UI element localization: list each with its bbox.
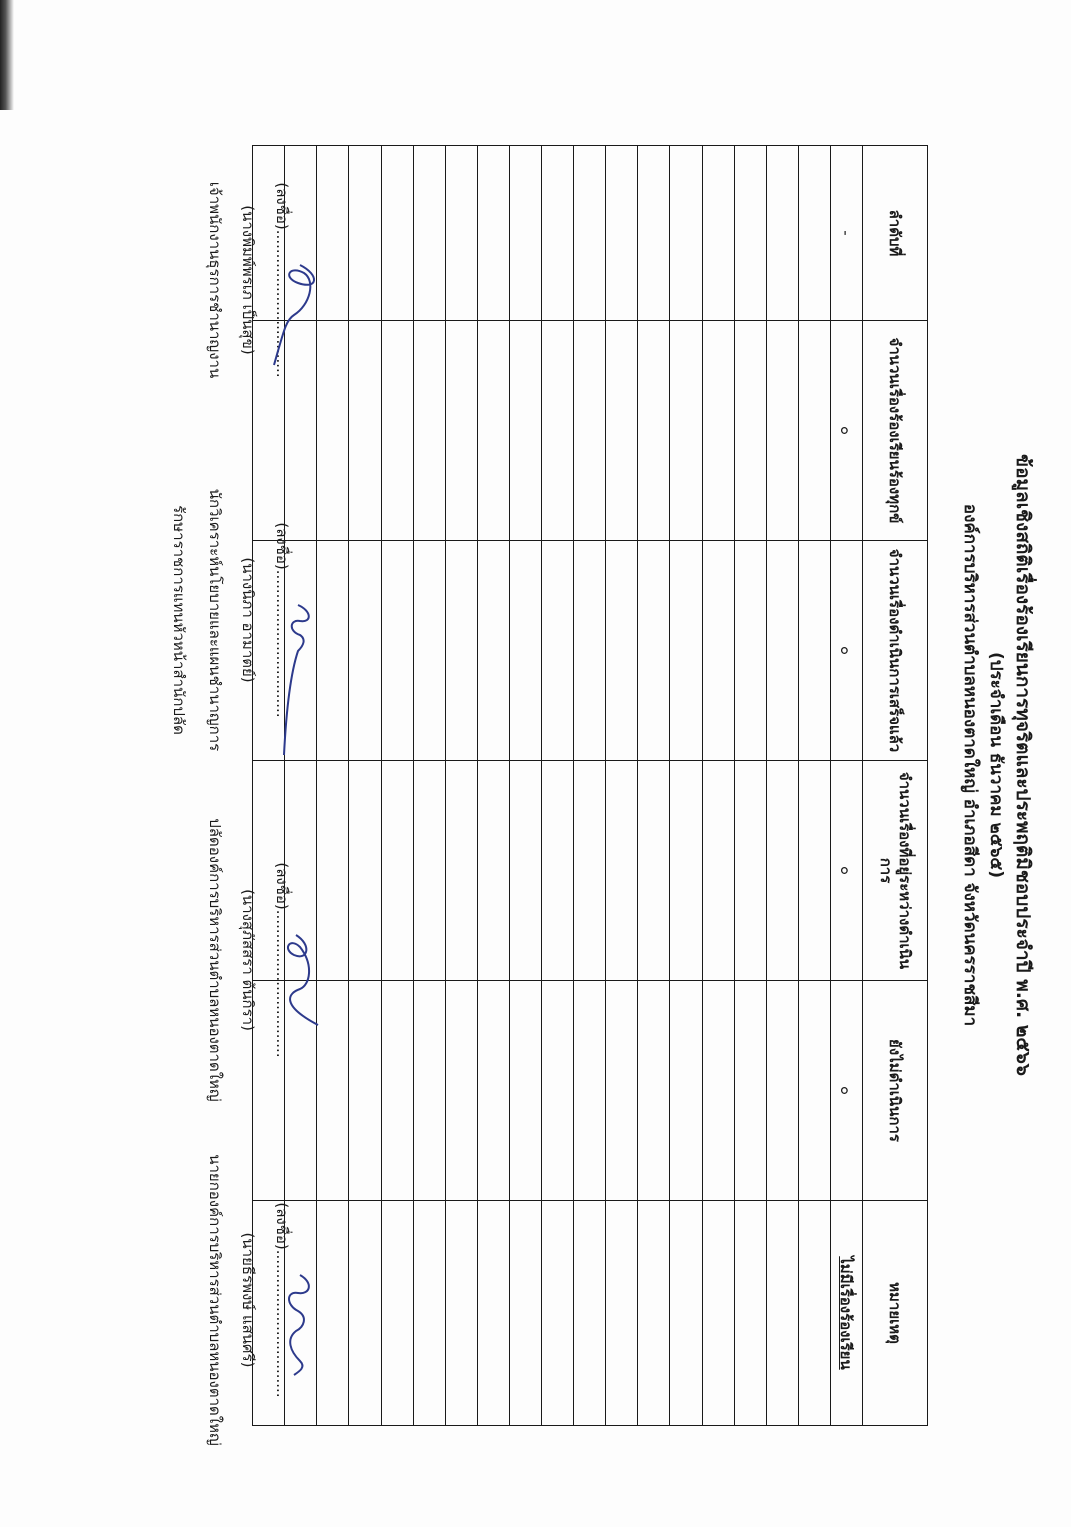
table-body	[253, 146, 863, 1426]
table-cell	[702, 761, 734, 981]
signer-name-4: (นายธีรพงษ์ แสนศรี)	[239, 1232, 257, 1368]
table-cell	[638, 981, 670, 1201]
table-cell	[477, 1201, 509, 1426]
table-cell	[509, 146, 541, 321]
table-cell	[702, 541, 734, 761]
table-cell: ไม่มีเรื่องร้องเรียน	[830, 1201, 862, 1426]
form-title: ข้อมูลเชิงสถิติเรื่องร้องเรียนการทุจริตและประพฤติมิชอบประจำปี พ.ศ. ๒๕๖๖	[1012, 454, 1034, 1076]
handwritten-signature-1	[270, 115, 330, 445]
table-cell	[766, 146, 798, 321]
table-cell	[670, 981, 702, 1201]
table-cell	[766, 981, 798, 1201]
table-cell	[413, 146, 445, 321]
handwritten-signature-2	[270, 455, 330, 785]
table-cell	[798, 981, 830, 1201]
table-cell	[766, 541, 798, 761]
table-cell	[413, 1201, 445, 1426]
table-cell	[670, 321, 702, 541]
table-cell	[381, 541, 413, 761]
table-cell	[638, 541, 670, 761]
table-cell	[381, 761, 413, 981]
table-cell	[734, 541, 766, 761]
table-row	[798, 146, 830, 1426]
complaint-statistics-table	[252, 145, 928, 1426]
table-row	[574, 146, 606, 1426]
table-cell	[477, 541, 509, 761]
table-cell	[413, 321, 445, 541]
handwritten-signature-3	[270, 795, 330, 1125]
table-cell	[798, 541, 830, 761]
table-row	[477, 146, 509, 1426]
table-cell	[574, 761, 606, 981]
table-row	[413, 146, 445, 1426]
table-cell	[445, 761, 477, 981]
table-cell: -	[830, 146, 862, 321]
table-cell	[702, 146, 734, 321]
signer-position-4: นายกองค์การบริหารส่วนตำบลหนองตาดใหญ่	[206, 1154, 224, 1446]
table-row	[542, 146, 574, 1426]
table-cell	[638, 761, 670, 981]
table-cell	[574, 1201, 606, 1426]
table-cell: ๐	[830, 761, 862, 981]
table-cell	[798, 1201, 830, 1426]
table-row	[734, 146, 766, 1426]
table-cell	[670, 146, 702, 321]
signer-name-3: (นางสุภัสสรา ต้นกิรา)	[239, 889, 257, 1031]
acting-note-block	[168, 455, 190, 785]
table-cell	[734, 981, 766, 1201]
signature-block	[54, 115, 294, 1475]
table-row	[702, 146, 734, 1426]
table-cell	[509, 321, 541, 541]
table-cell	[702, 981, 734, 1201]
form-subtitle: (ประจำเดือน ธันวาคม ๒๕๖๕)	[986, 651, 1006, 878]
signer-position-3: ปลัดองค์การบริหารส่วนตำบลหนองตาดใหญ่	[206, 818, 224, 1102]
table-cell	[542, 146, 574, 321]
table-cell	[734, 1201, 766, 1426]
table-cell	[574, 541, 606, 761]
table-row	[670, 146, 702, 1426]
table-cell	[349, 146, 381, 321]
table-cell	[349, 761, 381, 981]
table-cell	[542, 541, 574, 761]
table-row	[638, 146, 670, 1426]
table-cell	[413, 541, 445, 761]
table-cell	[445, 1201, 477, 1426]
table-cell	[574, 146, 606, 321]
rotated-form	[46, 35, 1056, 1495]
table-cell	[349, 321, 381, 541]
table-cell	[509, 981, 541, 1201]
table-cell	[381, 981, 413, 1201]
col-header-complaints: จำนวนเรื่องร้องเรียนร้องทุกข์	[863, 321, 928, 541]
table-cell	[413, 761, 445, 981]
table-cell	[606, 321, 638, 541]
table-cell	[606, 761, 638, 981]
table-cell: ๐	[830, 321, 862, 541]
signer-position-2: นักวิเคราะห์นโยบายและแผนชำนาญการ	[206, 488, 224, 752]
table-cell	[734, 321, 766, 541]
table-cell	[542, 321, 574, 541]
table-cell	[670, 1201, 702, 1426]
handwritten-signature-4	[270, 1135, 330, 1465]
table-cell	[381, 146, 413, 321]
table-row	[830, 146, 862, 1426]
table-cell	[798, 321, 830, 541]
table-cell	[670, 541, 702, 761]
col-header-remark: หมายเหตุ	[863, 1201, 928, 1426]
table-row	[445, 146, 477, 1426]
table-cell	[477, 761, 509, 981]
table-cell: ๐	[830, 541, 862, 761]
signature-1	[204, 115, 294, 445]
table-cell	[445, 321, 477, 541]
table-cell	[477, 981, 509, 1201]
table-cell	[638, 1201, 670, 1426]
table-cell	[542, 1201, 574, 1426]
col-header-completed: จำนวนเรื่องดำเนินการเสร็จแล้ว	[863, 541, 928, 761]
table-cell	[509, 761, 541, 981]
table-cell	[702, 321, 734, 541]
table-cell	[542, 981, 574, 1201]
signer-name-2: (นางนิภา อามาตย์)	[239, 557, 257, 683]
table-cell	[798, 146, 830, 321]
signature-4	[204, 1135, 294, 1465]
col-header-not-started: ยังไม่ดำเนินการ	[863, 981, 928, 1201]
col-header-no: ลำดับที่	[863, 146, 928, 321]
table-cell	[606, 146, 638, 321]
table-cell	[574, 321, 606, 541]
table-cell	[766, 1201, 798, 1426]
table-cell	[349, 541, 381, 761]
sign-line-2: (ลงชื่อ)...............................	[273, 522, 291, 718]
table-cell	[477, 146, 509, 321]
table-cell	[445, 541, 477, 761]
table-cell	[542, 761, 574, 981]
table-cell	[734, 146, 766, 321]
table-cell	[477, 321, 509, 541]
signer-position-1: เจ้าพนักงานธุรการชำนาญงาน	[206, 181, 224, 379]
sign-line-3: (ลงชื่อ)...............................	[273, 862, 291, 1058]
table-row	[509, 146, 541, 1426]
signature-3	[204, 795, 294, 1125]
organization-line: องค์การบริหารส่วนตำบลหนองตาดใหญ่ อำเภอสีดา จังหวัดนครราชสีมา	[960, 503, 980, 1027]
table-cell	[702, 1201, 734, 1426]
table-cell	[606, 1201, 638, 1426]
table-cell	[766, 761, 798, 981]
table-cell	[349, 981, 381, 1201]
acting-note: รักษาราชการแทนหัวหน้าสำนักปลัด	[170, 505, 188, 735]
table-cell	[734, 761, 766, 981]
table-cell	[445, 981, 477, 1201]
table-cell	[574, 981, 606, 1201]
table-cell: ๐	[830, 981, 862, 1201]
table-cell	[766, 321, 798, 541]
table-cell	[606, 541, 638, 761]
table-cell	[798, 761, 830, 981]
table-row	[381, 146, 413, 1426]
signature-2	[204, 455, 294, 785]
scan-edge-shadow	[0, 0, 14, 110]
table-cell	[638, 321, 670, 541]
table-cell	[381, 1201, 413, 1426]
table-cell	[509, 541, 541, 761]
signer-name-1: (นางพิมพ์พรเภ เป็นสุข)	[239, 205, 257, 355]
table-cell	[445, 146, 477, 321]
table-row	[766, 146, 798, 1426]
table-cell	[381, 321, 413, 541]
sign-line-1: (ลงชื่อ)...............................	[273, 182, 291, 378]
table-cell	[638, 146, 670, 321]
table-row	[349, 146, 381, 1426]
sign-line-4: (ลงชื่อ)...............................	[273, 1202, 291, 1398]
col-header-in-progress: จำนวนเรื่องที่อยู่ระหว่างดำเนินการ	[863, 761, 928, 981]
table-cell	[670, 761, 702, 981]
table-row	[606, 146, 638, 1426]
table-cell	[509, 1201, 541, 1426]
table-cell	[606, 981, 638, 1201]
table-cell	[413, 981, 445, 1201]
table-header-row	[863, 146, 928, 1426]
table-cell	[349, 1201, 381, 1426]
